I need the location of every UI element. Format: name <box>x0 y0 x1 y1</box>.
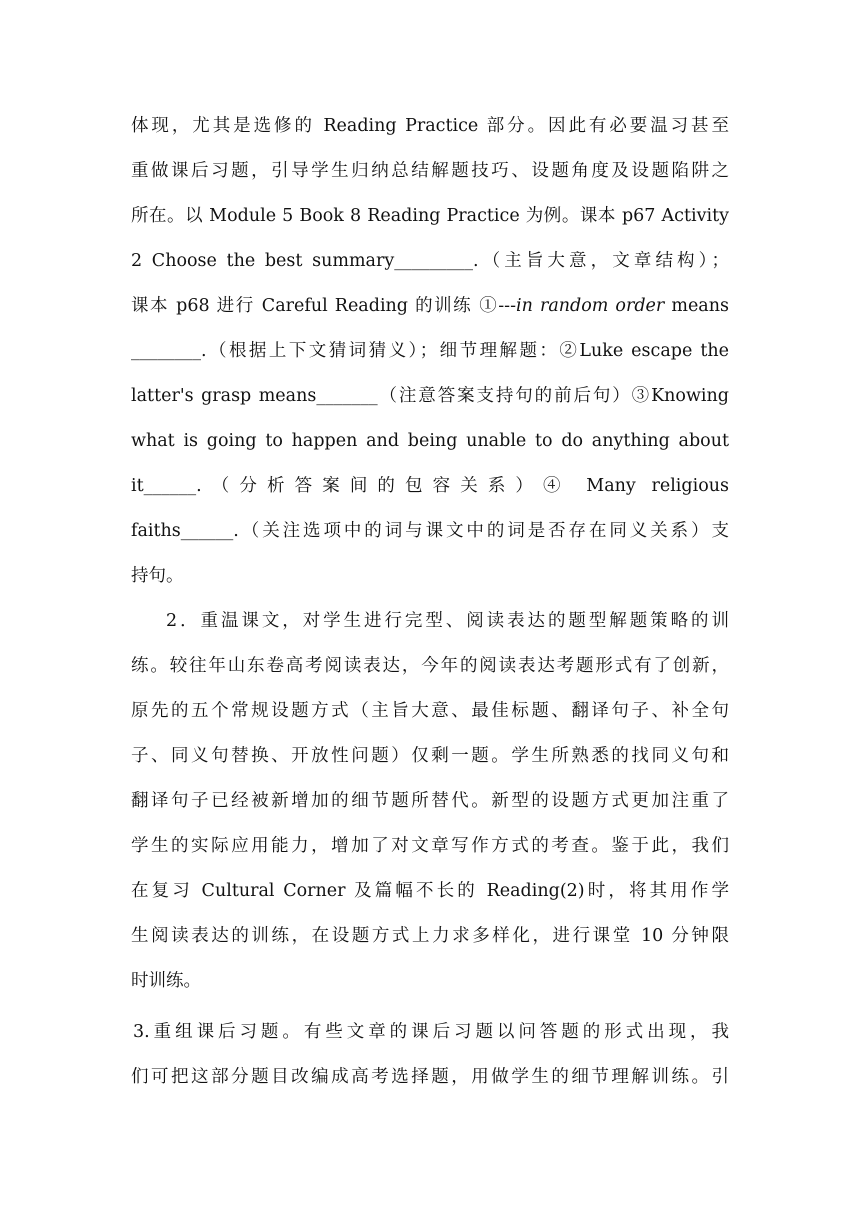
text-line: 在复习 Cultural Corner 及篇幅不长的 Reading(2)时，将其用作学 <box>131 881 729 901</box>
text-line: 时训练。 <box>131 971 201 991</box>
text-line: 原先的五个常规设题方式（主旨大意、最佳标题、翻译句子、补全句 <box>131 701 729 721</box>
text-line: latter's grasp means_______（注意答案支持句的前后句）③Knowing <box>131 386 729 406</box>
text-line: 练。较往年山东卷高考阅读表达，今年的阅读表达考题形式有了创新， <box>131 656 729 676</box>
text-line: 持句。 <box>131 566 184 586</box>
paragraph-start: 3.重组课后习题。有些文章的课后习题以问答题的形式出现，我 <box>133 1022 729 1042</box>
text-line: 重做课后习题，引导学生归纳总结解题技巧、设题角度及设题陷阱之 <box>131 161 729 181</box>
text-line: 2 Choose the best summary_________.（主旨大意，文章结构）； <box>131 251 729 271</box>
text-segment: 课本 p68 进行 Careful Reading 的训练 ①--- <box>131 296 516 316</box>
text-line: faiths______.（关注选项中的词与课文中的词是否存在同义关系）支 <box>131 521 729 541</box>
document-page <box>131 104 729 1100</box>
text-line: ________.（根据上下文猜词猜义）；细节理解题：②Luke escape the <box>131 341 729 361</box>
italic-phrase: in random order <box>516 296 665 316</box>
text-line: 翻译句子已经被新增加的细节题所替代。新型的设题方式更加注重了 <box>131 791 729 811</box>
text-line: 们可把这部分题目改编成高考选择题，用做学生的细节理解训练。引 <box>131 1067 729 1087</box>
text-line: it______.（分析答案间的包容关系）④ Many religious <box>131 476 729 496</box>
text-line <box>131 284 729 329</box>
text-line: 生阅读表达的训练，在设题方式上力求多样化，进行课堂 10 分钟限 <box>131 926 729 946</box>
text-line: 所在。以 Module 5 Book 8 Reading Practice 为例。课本 p67 Activity <box>131 206 729 226</box>
paragraph-start: 2．重温课文，对学生进行完型、阅读表达的题型解题策略的训 <box>166 611 729 631</box>
text-line: what is going to happen and being unable to do anything about <box>131 431 729 451</box>
text-line: 子、同义句替换、开放性问题）仅剩一题。学生所熟悉的找同义句和 <box>131 746 729 766</box>
text-segment: means <box>664 296 729 316</box>
text-line: 体现，尤其是选修的 Reading Practice 部分。因此有必要温习甚至 <box>131 116 729 136</box>
text-line: 学生的实际应用能力，增加了对文章写作方式的考查。鉴于此，我们 <box>131 836 729 856</box>
